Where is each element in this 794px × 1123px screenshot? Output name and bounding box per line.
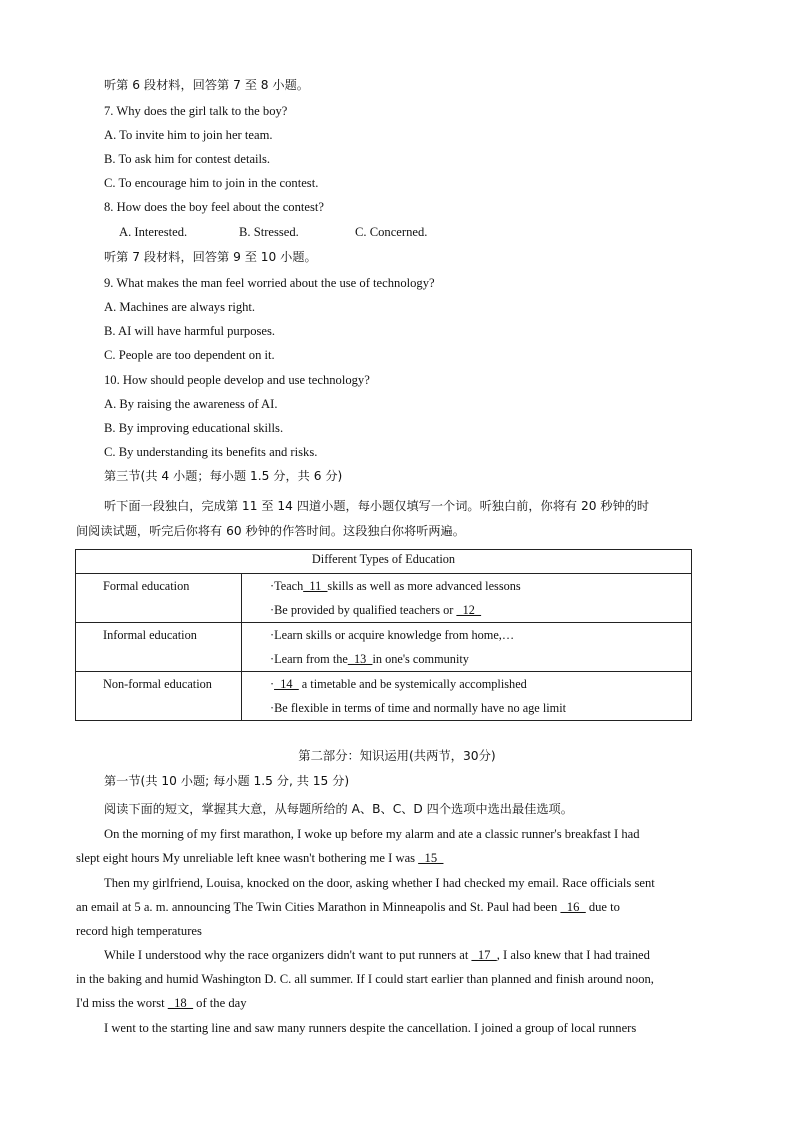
part-2-direction: 阅读下面的短文，掌握其大意，从每题所给的 A、B、C、D 四个选项中选出最佳选项。 [104, 802, 573, 816]
question-9-option-c: C. People are too dependent on it. [104, 348, 275, 362]
passage-line: On the morning of my first marathon, I woke up before my alarm and ate a classic runner's breakfast I had [104, 827, 640, 841]
passage-paragraph-3 [76, 943, 718, 1015]
answer-blank-11[interactable]: _11_ [303, 579, 328, 593]
answer-blank-12[interactable]: _12_ [456, 603, 482, 617]
answer-blank-13[interactable]: _13_ [347, 652, 373, 666]
detail-line: ·Teach_11_skills as well as more advanced lessons [270, 579, 521, 593]
passage-line: slept eight hours My unreliable left knee wasn't bothering me I was _15_ [76, 851, 444, 865]
question-10-option-c: C. By understanding its benefits and risks. [104, 445, 318, 459]
passage-line: I went to the starting line and saw many runners despite the cancellation. I joined a group of local runners [104, 1021, 637, 1035]
answer-blank-15[interactable]: _15_ [418, 851, 444, 865]
question-8: 8. How does the boy feel about the contest? [104, 200, 324, 214]
question-9: 9. What makes the man feel worried about the use of technology? [104, 276, 435, 290]
answer-blank-18[interactable]: _18_ [167, 996, 194, 1010]
table-header-row [76, 550, 692, 574]
question-7-option-a: A. To invite him to join her team. [104, 128, 273, 142]
passage-line: record high temperatures [76, 924, 202, 938]
passage-paragraph-4 [76, 1016, 718, 1040]
table-row [76, 574, 692, 623]
table-row [76, 672, 692, 721]
question-7-option-b: B. To ask him for contest details. [104, 152, 271, 166]
question-8-option-c: C. Concerned. [355, 225, 428, 239]
question-8-options [119, 224, 427, 240]
answer-blank-16[interactable]: _16_ [560, 900, 586, 914]
question-9-option-a: A. Machines are always right. [104, 300, 256, 314]
detail-line: ·Learn from the_13_in one's community [270, 652, 469, 666]
education-details [242, 574, 692, 623]
question-7-option-c: C. To encourage him to join in the contest. [104, 176, 319, 190]
section-direction-6: 听第 6 段材料，回答第 7 至 8 小题。 [104, 78, 309, 92]
part-2-title: 第二部分：知识运用(共两节，30分) [298, 749, 496, 763]
detail-line: ·Be provided by qualified teachers or _12_ [270, 603, 482, 617]
question-7: 7. Why does the girl talk to the boy? [104, 104, 288, 118]
passage-paragraph-2 [76, 871, 718, 943]
passage-paragraph-1 [76, 822, 718, 870]
passage-line: in the baking and humid Washington D. C. all summer. If I could start earlier than planned and finish around noon, [76, 972, 654, 986]
education-details [242, 623, 692, 672]
table-row [76, 623, 692, 672]
part-2-section-1-heading: 第一节(共 10 小题; 每小题 1.5 分, 共 15 分) [104, 774, 350, 788]
section-3-heading: 第三节(共 4 小题；每小题 1.5 分，共 6 分) [104, 469, 343, 483]
education-types-table [75, 549, 692, 721]
section-direction-7: 听第 7 段材料，回答第 9 至 10 小题。 [104, 250, 317, 264]
question-8-option-b: B. Stressed. [239, 225, 299, 239]
question-9-option-b: B. AI will have harmful purposes. [104, 324, 276, 338]
education-kind: Non-formal education [76, 672, 242, 721]
question-10-option-b: B. By improving educational skills. [104, 421, 284, 435]
section-3-direction-line-1: 听下面一段独白，完成第 11 至 14 四道小题，每小题仅填写一个词。听独白前，你将有 20 秒钟的时 [104, 499, 650, 513]
detail-line: ·_14_ a timetable and be systemically accomplished [270, 677, 527, 691]
detail-line: ·Learn skills or acquire knowledge from home,… [270, 628, 515, 642]
education-kind: Informal education [76, 623, 242, 672]
table-title: Different Types of Education [76, 550, 692, 574]
passage-line: I'd miss the worst _18_ of the day [76, 996, 247, 1010]
passage-line: an email at 5 a. m. announcing The Twin Cities Marathon in Minneapolis and St. Paul had been _16_ due to [76, 900, 620, 914]
education-kind: Formal education [76, 574, 242, 623]
question-10: 10. How should people develop and use technology? [104, 373, 370, 387]
answer-blank-17[interactable]: _17_ [471, 948, 497, 962]
passage-line: While I understood why the race organizers didn't want to put runners at _17_, I also knew that I had trained [104, 948, 650, 962]
answer-blank-14[interactable]: _14_ [274, 677, 299, 691]
question-8-option-a: A. Interested. [119, 225, 188, 239]
passage-line: Then my girlfriend, Louisa, knocked on the door, asking whether I had checked my email. Race officials sent [104, 876, 655, 890]
detail-line: ·Be flexible in terms of time and normally have no age limit [270, 701, 567, 715]
question-10-option-a: A. By raising the awareness of AI. [104, 397, 278, 411]
section-3-direction-line-2: 间阅读试题，听完后你将有 60 秒钟的作答时间。这段独白你将听两遍。 [76, 524, 465, 538]
education-details [242, 672, 692, 721]
